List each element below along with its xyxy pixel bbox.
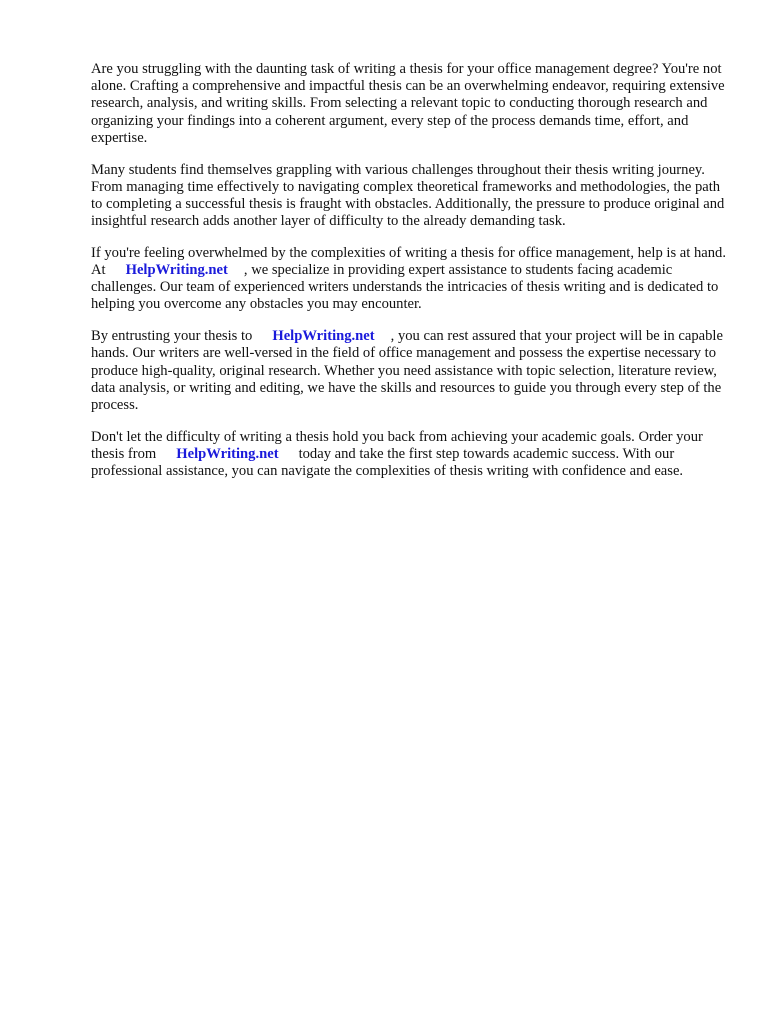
paragraph-intro-text: Are you struggling with the daunting task of writing a thesis for your office management degree? You're not alone. Crafting a comprehensive and impactful thesis can be an overwhelming endeavor, requiring extensive research, analysis, and writing skills. From selecting a relevant topic to conducting thorough research and organizing your findings into a coherent argument, every step of the process demands time, effort, and expertise. [91,61,725,146]
paragraph-help [91,245,727,314]
paragraph-intro [91,61,727,147]
paragraph-entrust-text-before: By entrusting your thesis to [91,328,253,345]
helpwriting-link-1[interactable]: HelpWriting.net [125,262,228,279]
paragraph-challenges [91,162,727,231]
document-body [91,61,727,495]
paragraph-help-text-after: , we specialize in providing expert assistance to students facing academic challenges. Our team of experienced writers understands the intricacies of thesis writing and is dedicated to helping you overcome any obstacles you may encounter. [91,262,719,313]
paragraph-order-text-after: today and take the first step towards academic success. With our professional assistance, you can navigate the complexities of thesis writing with confidence and ease. [91,445,684,480]
helpwriting-link-2[interactable]: HelpWriting.net [272,328,375,345]
paragraph-help-text-before: If you're feeling overwhelmed by the complexities of writing a thesis for office management, help is at hand. At [91,244,726,279]
paragraph-entrust-text-after: , you can rest assured that your project will be in capable hands. Our writers are well-versed in the field of office management and possess the expertise necessary to produce high-quality, original research. Whether you need assistance with topic selection, literature review, data analysis, or writing and editing, we have the skills and resources to guide you through every step of the process. [91,328,723,413]
helpwriting-link-3[interactable]: HelpWriting.net [176,445,279,462]
paragraph-order-text-before: Don't let the difficulty of writing a thesis hold you back from achieving your academic goals. Order your thesis from [91,428,703,462]
paragraph-entrust [91,328,727,414]
paragraph-challenges-text: Many students find themselves grappling with various challenges throughout their thesis writing journey. From managing time effectively to navigating complex theoretical frameworks and methodologies, the path to completing a successful thesis is fraught with obstacles. Additionally, the pressure to produce original and insightful research adds another layer of difficulty to the already demanding task. [91,161,725,230]
paragraph-order [91,429,727,481]
